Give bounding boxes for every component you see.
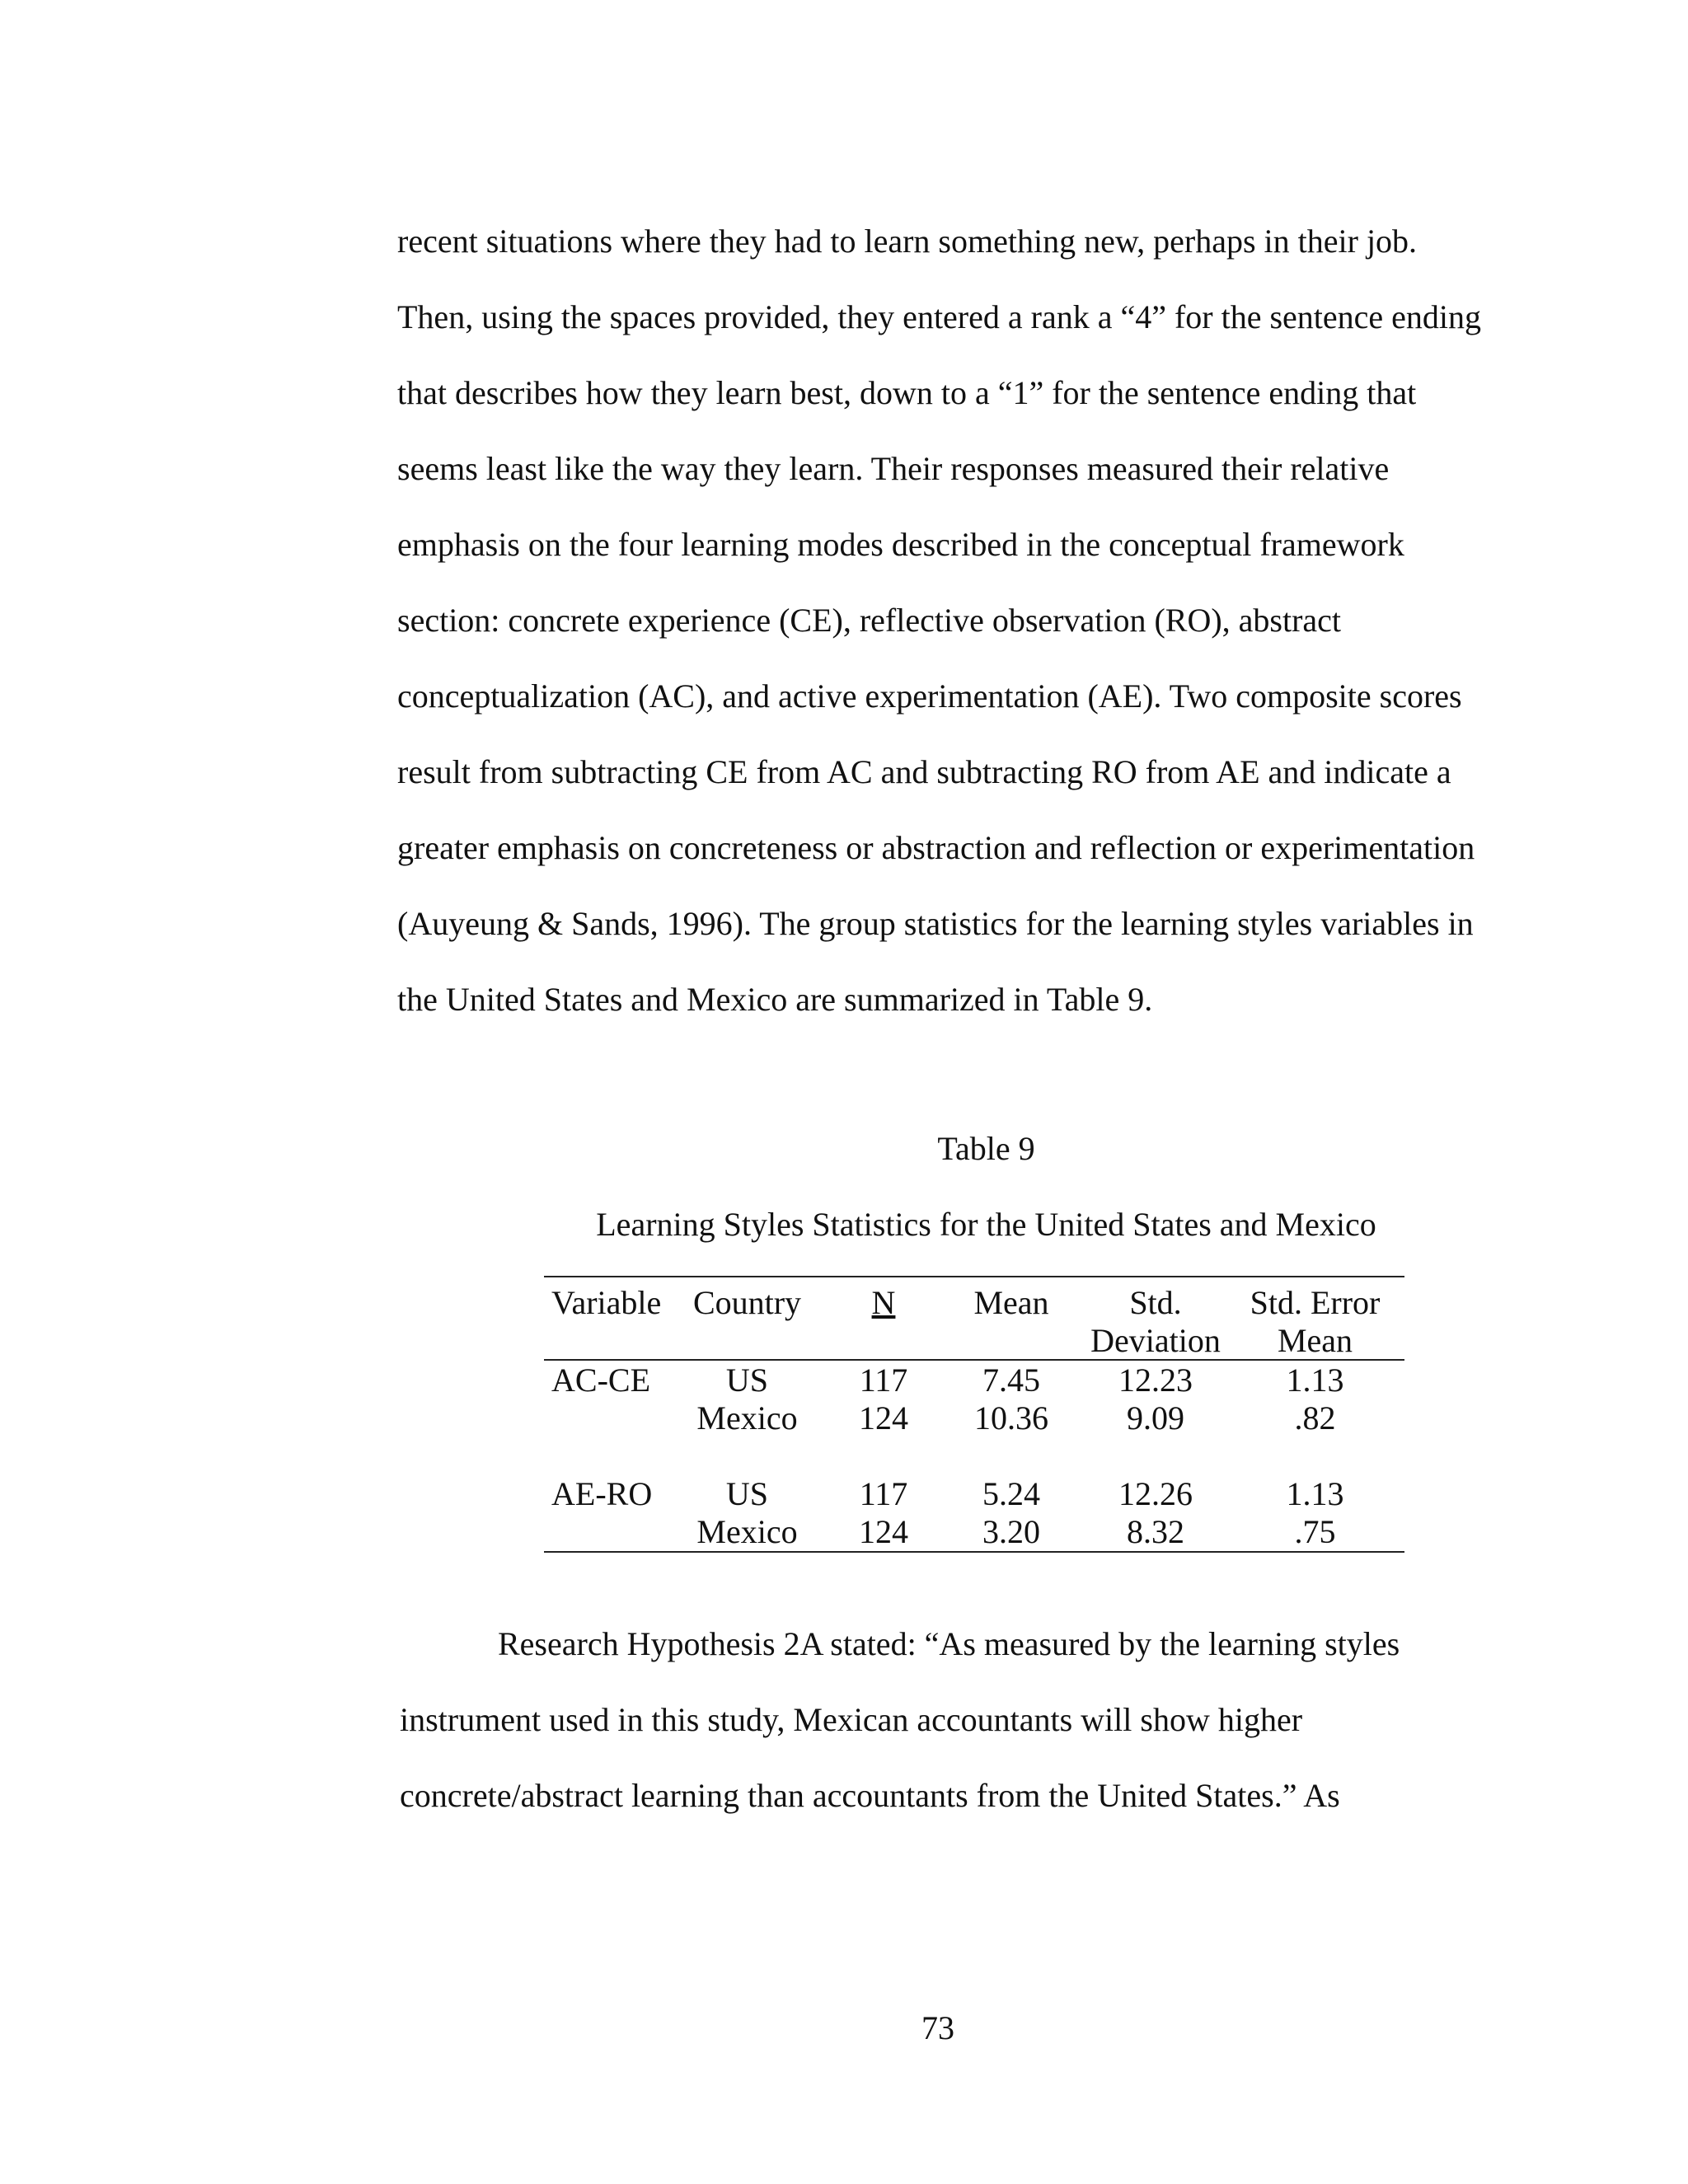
paragraph-line: (Auyeung & Sands, 1996). The group statistics for the learning styles variables in — [397, 905, 1474, 942]
cell-country: Mexico — [696, 1399, 798, 1436]
header-std-error-line1: Std. Error — [1250, 1284, 1381, 1321]
cell-country: US — [725, 1361, 769, 1399]
cell-std-deviation: 9.09 — [1127, 1399, 1184, 1436]
paragraph-line: the United States and Mexico are summarized in Table 9. — [397, 981, 1153, 1018]
header-std-error-line2: Mean — [1277, 1322, 1353, 1359]
paragraph-line: concrete/abstract learning than accountants from the United States.” As — [400, 1777, 1340, 1814]
header-variable: Variable — [551, 1284, 662, 1321]
cell-n: 124 — [859, 1513, 908, 1550]
paragraph-line: emphasis on the four learning modes described in the conceptual framework — [397, 526, 1404, 563]
table-top-rule — [544, 1276, 1404, 1277]
cell-std-error: .75 — [1294, 1513, 1336, 1550]
cell-mean: 10.36 — [974, 1399, 1048, 1436]
header-n: N — [871, 1284, 896, 1321]
cell-variable: AE-RO — [551, 1475, 653, 1512]
page-number: 73 — [921, 2009, 954, 2046]
table-bottom-rule — [544, 1551, 1404, 1553]
table-label: Table 9 — [937, 1130, 1035, 1167]
header-std-deviation-line1: Std. — [1129, 1284, 1182, 1321]
cell-country: US — [725, 1475, 769, 1512]
header-std-deviation-line2: Deviation — [1090, 1322, 1221, 1359]
cell-n: 117 — [859, 1475, 908, 1512]
paragraph-line: that describes how they learn best, down to a “1” for the sentence ending that — [397, 374, 1417, 411]
paragraph-line: recent situations where they had to learn something new, perhaps in their job. — [397, 223, 1418, 260]
paragraph-line: Research Hypothesis 2A stated: “As measured by the learning styles — [498, 1625, 1400, 1662]
table-title: Learning Styles Statistics for the United States and Mexico — [596, 1206, 1376, 1243]
cell-mean: 5.24 — [982, 1475, 1040, 1512]
paragraph-line: conceptualization (AC), and active experimentation (AE). Two composite scores — [397, 677, 1462, 715]
cell-std-deviation: 12.26 — [1118, 1475, 1193, 1512]
table-header-rule — [544, 1359, 1404, 1361]
cell-n: 124 — [859, 1399, 908, 1436]
cell-std-error: .82 — [1294, 1399, 1336, 1436]
cell-std-deviation: 12.23 — [1118, 1361, 1193, 1399]
cell-variable: AC-CE — [551, 1361, 650, 1399]
cell-std-deviation: 8.32 — [1127, 1513, 1184, 1550]
cell-mean: 7.45 — [982, 1361, 1040, 1399]
paragraph-line: greater emphasis on concreteness or abstraction and reflection or experimentation — [397, 829, 1475, 866]
cell-std-error: 1.13 — [1286, 1475, 1344, 1512]
paragraph-line: seems least like the way they learn. Their responses measured their relative — [397, 450, 1390, 487]
header-country: Country — [692, 1284, 802, 1321]
paragraph-line: Then, using the spaces provided, they entered a rank a “4” for the sentence ending — [397, 298, 1482, 335]
cell-country: Mexico — [696, 1513, 798, 1550]
cell-n: 117 — [859, 1361, 908, 1399]
paragraph-line: instrument used in this study, Mexican accountants will show higher — [400, 1701, 1303, 1738]
statistics-table — [544, 1276, 1404, 1551]
paragraph-line: result from subtracting CE from AC and subtracting RO from AE and indicate a — [397, 753, 1451, 790]
cell-mean: 3.20 — [982, 1513, 1040, 1550]
cell-std-error: 1.13 — [1286, 1361, 1344, 1399]
header-mean: Mean — [973, 1284, 1049, 1321]
paragraph-line: section: concrete experience (CE), reflective observation (RO), abstract — [397, 602, 1342, 639]
